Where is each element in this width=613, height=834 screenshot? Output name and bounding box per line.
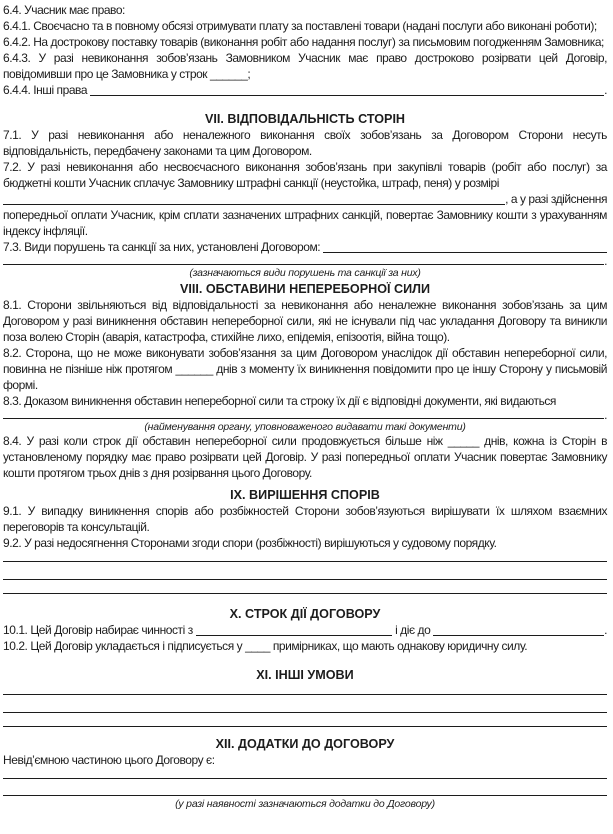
clause-7-3-blank-continuation bbox=[3, 255, 607, 267]
authority-name-blank bbox=[3, 418, 604, 419]
line-text: , а у разі здійснення bbox=[505, 192, 607, 206]
line-text: і діє до bbox=[392, 623, 434, 637]
clause-7-2-continued: попередньої оплати Учасник, крім сплати зазначених штрафних санкцій, повертає Замовнику кошти з урахуванням індексу інфляції. bbox=[3, 208, 607, 238]
section-xii-heading: XII. ДОДАТКИ ДО ДОГОВОРУ bbox=[215, 737, 395, 751]
line-text: . bbox=[604, 83, 607, 97]
blank-writing-line bbox=[3, 694, 607, 695]
blank-writing-line bbox=[3, 712, 607, 713]
line-text: 7.3. Види порушень та санкції за них, установлені Договором: bbox=[3, 240, 324, 254]
clause-10-2: 10.2. Цей Договір укладається і підписується у ____ примірниках, що мають однакову юридичну силу. bbox=[3, 639, 528, 653]
clause-8-3-blank bbox=[3, 409, 607, 421]
clause-6-4-4 bbox=[3, 82, 607, 98]
blank-writing-line bbox=[3, 795, 607, 796]
clause-12-intro: Невід’ємною частиною цього Договору є: bbox=[3, 753, 215, 767]
line-text: . bbox=[604, 254, 607, 268]
section-vii-heading: VII. ВІДПОВІДАЛЬНІСТЬ СТОРІН bbox=[204, 112, 406, 126]
other-rights-blank bbox=[90, 95, 604, 96]
blank-writing-line bbox=[3, 726, 607, 727]
line-text: 10.1. Цей Договір набирає чинності з bbox=[3, 623, 196, 637]
clause-6-4: 6.4. Учасник має право: bbox=[3, 3, 125, 17]
clause-8-4: 8.4. У разі коли строк дії обставин непереборної сили продовжується більше ніж _____ днів, кожна із Сторін в установленому порядку має право розірвати цей Договір. У разі попередньої оплати Учасник повертає Замовнику кошти протягом трьох днів з дня розірвання цього Договору. bbox=[3, 434, 607, 480]
clause-7-1: 7.1. У разі невиконання або неналежного виконання своїх зобов’язань за Договором Сторони несуть відповідальність, передбачену законами та цим Договором. bbox=[3, 128, 607, 158]
start-date-blank bbox=[196, 635, 393, 636]
section-xi-heading: XI. ІНШІ УМОВИ bbox=[256, 668, 354, 682]
clause-7-3 bbox=[3, 239, 607, 255]
line-text: . bbox=[604, 623, 607, 637]
caption-authority: (найменування органу, уповноваженого видавати такі документи) bbox=[144, 421, 466, 433]
section-x-heading: X. СТРОК ДІЇ ДОГОВОРУ bbox=[229, 607, 381, 621]
clause-6-4-1: 6.4.1. Своєчасно та в повному обсязі отримувати плату за поставлені товари (надані послуги або виконані роботи); bbox=[3, 19, 597, 33]
line-text: 6.4.4. Інші права bbox=[3, 83, 90, 97]
clause-9-2: 9.2. У разі недосягнення Сторонами згоди спори (розбіжності) вирішуються у судовому порядку. bbox=[3, 536, 497, 550]
clause-6-4-3: 6.4.3. У разі невиконання зобов’язань Замовником Учасник має право достроково розірвати цей Договір, повідомивши про це Замовника у строк ______; bbox=[3, 51, 607, 81]
blank-writing-lines-disputes bbox=[3, 561, 607, 594]
end-date-blank bbox=[433, 635, 604, 636]
section-ix-heading: IX. ВИРІШЕННЯ СПОРІВ bbox=[230, 488, 380, 502]
caption-violations: (зазначаються види порушень та санкції за них) bbox=[189, 267, 421, 279]
caption-annexes: (у разі наявності зазначаються додатки до Договору) bbox=[175, 798, 435, 810]
clause-6-4-2: 6.4.2. На дострокову поставку товарів (виконання робіт або надання послуг) за письмовим погодженням Замовника; bbox=[3, 35, 604, 49]
violations-blank-2 bbox=[3, 264, 604, 265]
blank-writing-line bbox=[3, 561, 607, 562]
blank-writing-lines-annexes bbox=[3, 778, 607, 796]
blank-writing-line bbox=[3, 593, 607, 594]
section-viii-heading: VIII. ОБСТАВИНИ НЕПЕРЕБОРНОЇ СИЛИ bbox=[179, 282, 431, 296]
line-text: . bbox=[604, 408, 607, 422]
clause-8-1: 8.1. Сторони звільняються від відповідальності за невиконання або неналежне виконання зобов’язань за цим Договором у разі виникнення обставин непереборної сили, які не існували під час укладання Договору та виникли поза волею Сторін (аварія, катастрофа, стихійне лихо, епідемія, епізоотія, війна тощо). bbox=[3, 298, 607, 344]
clause-7-2: 7.2. У разі невиконання або несвоєчасного виконання зобов’язань при закупівлі товарів (робіт або послуг) за бюджетні кошти Учасник сплачує Замовнику штрафні санкції (неустойка, штраф, пеня) у розмірі bbox=[3, 160, 607, 190]
clause-8-3: 8.3. Доказом виникнення обставин непереборної сили та строку їх дії є відповідні документи, які видаються bbox=[3, 394, 556, 408]
blank-writing-lines-other-terms bbox=[3, 694, 607, 727]
clause-7-2-penalty-blank bbox=[3, 191, 607, 207]
violations-blank bbox=[323, 252, 607, 253]
clause-9-1: 9.1. У випадку виникнення спорів або розбіжностей Сторони зобов’язуються вирішувати їх шляхом взаємних переговорів та консультацій. bbox=[3, 504, 607, 534]
blank-writing-line bbox=[3, 778, 607, 779]
document-body bbox=[3, 2, 607, 810]
clause-10-1 bbox=[3, 622, 607, 638]
clause-8-2: 8.2. Сторона, що не може виконувати зобов’язання за цим Договором унаслідок дії обставин непереборної сили, повинна не пізніше ніж протягом ______ днів з моменту їх виникнення повідомити про це іншу Сторону у письмовій формі. bbox=[3, 346, 607, 392]
blank-writing-line bbox=[3, 579, 607, 580]
penalty-amount-blank bbox=[3, 204, 505, 205]
